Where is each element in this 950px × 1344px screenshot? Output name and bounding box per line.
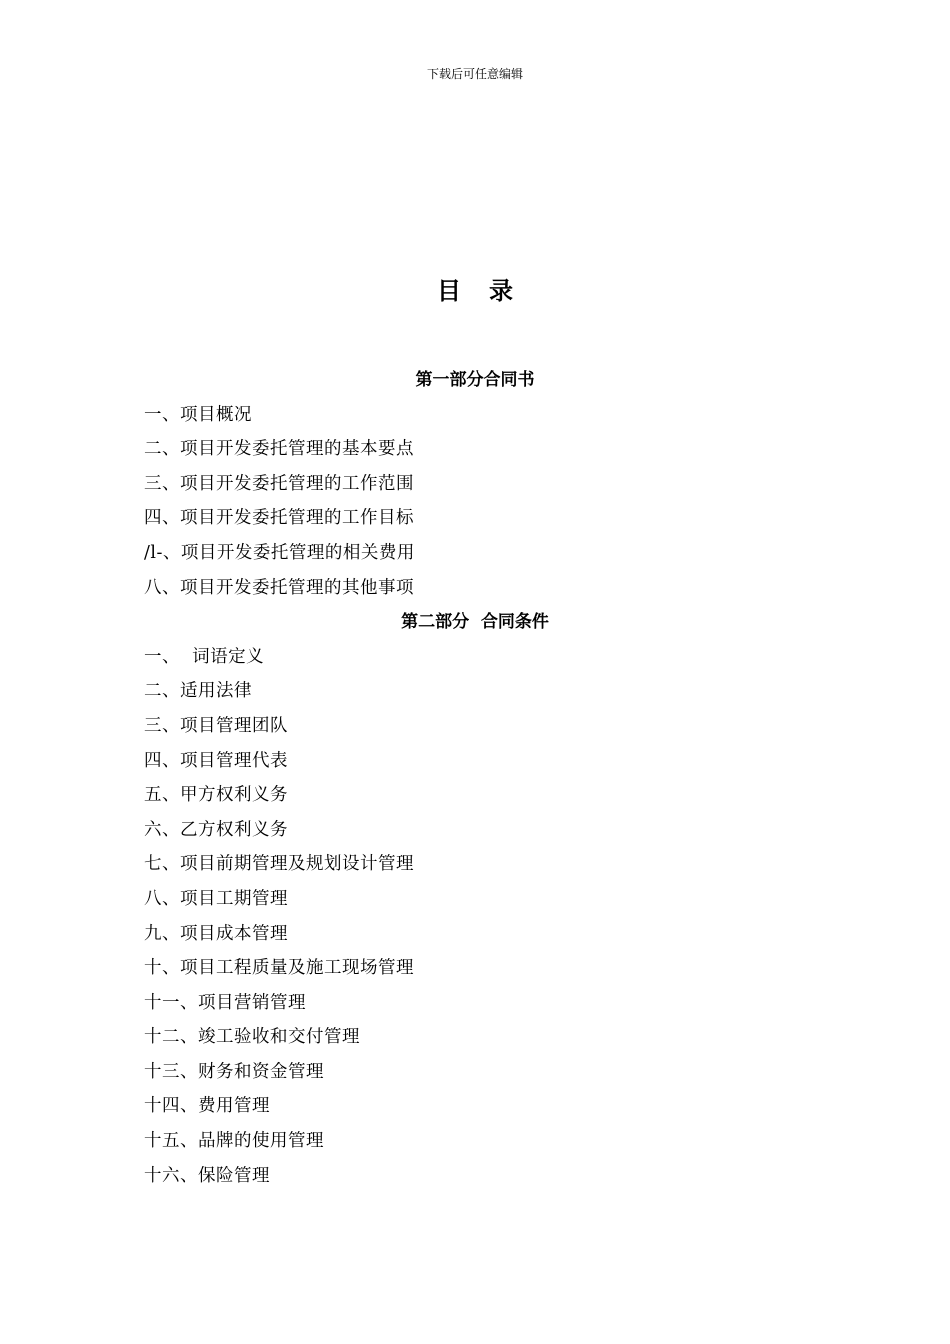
page-header-note: 下载后可任意编辑 (426, 67, 523, 81)
toc-entry: 一、 词语定义 (144, 646, 265, 667)
toc-entry: 十一、项目营销管理 (144, 992, 306, 1013)
toc-entry: 二、项目开发委托管理的基本要点 (144, 439, 414, 460)
toc-entry: 六、乙方权利义务 (144, 819, 288, 840)
toc-entry: 十二、竣工验收和交付管理 (144, 1027, 360, 1048)
toc-entry: 四、项目管理代表 (144, 750, 288, 771)
toc-entry: 十、项目工程质量及施工现场管理 (144, 958, 414, 979)
toc-entry: 十三、财务和资金管理 (144, 1061, 324, 1082)
toc-entry: 十六、保险管理 (144, 1165, 270, 1186)
toc-entry: 二、适用法律 (144, 681, 252, 702)
toc-entry: 七、项目前期管理及规划设计管理 (144, 854, 414, 875)
toc-entry: /l-、项目开发委托管理的相关费用 (144, 542, 415, 563)
toc-entry: 八、项目工期管理 (144, 888, 288, 909)
toc-entry: 三、项目管理团队 (144, 715, 288, 736)
toc-entry: 一、项目概况 (144, 404, 252, 425)
toc-entry: 十四、费用管理 (144, 1096, 270, 1117)
toc-entry: 九、项目成本管理 (144, 923, 288, 944)
toc-entry: 十五、品牌的使用管理 (144, 1131, 324, 1152)
part-one-heading: 第一部分合同书 (415, 370, 535, 390)
part-two-heading: 第二部分 合同条件 (401, 612, 549, 633)
toc-entry: 八、项目开发委托管理的其他事项 (144, 577, 414, 598)
toc-entry: 五、甲方权利义务 (144, 785, 288, 806)
toc-title: 目录 (437, 276, 541, 305)
toc-entry: 四、项目开发委托管理的工作目标 (144, 508, 414, 529)
toc-entry: 三、项目开发委托管理的工作范围 (144, 473, 414, 494)
table-of-contents (144, 363, 806, 1193)
